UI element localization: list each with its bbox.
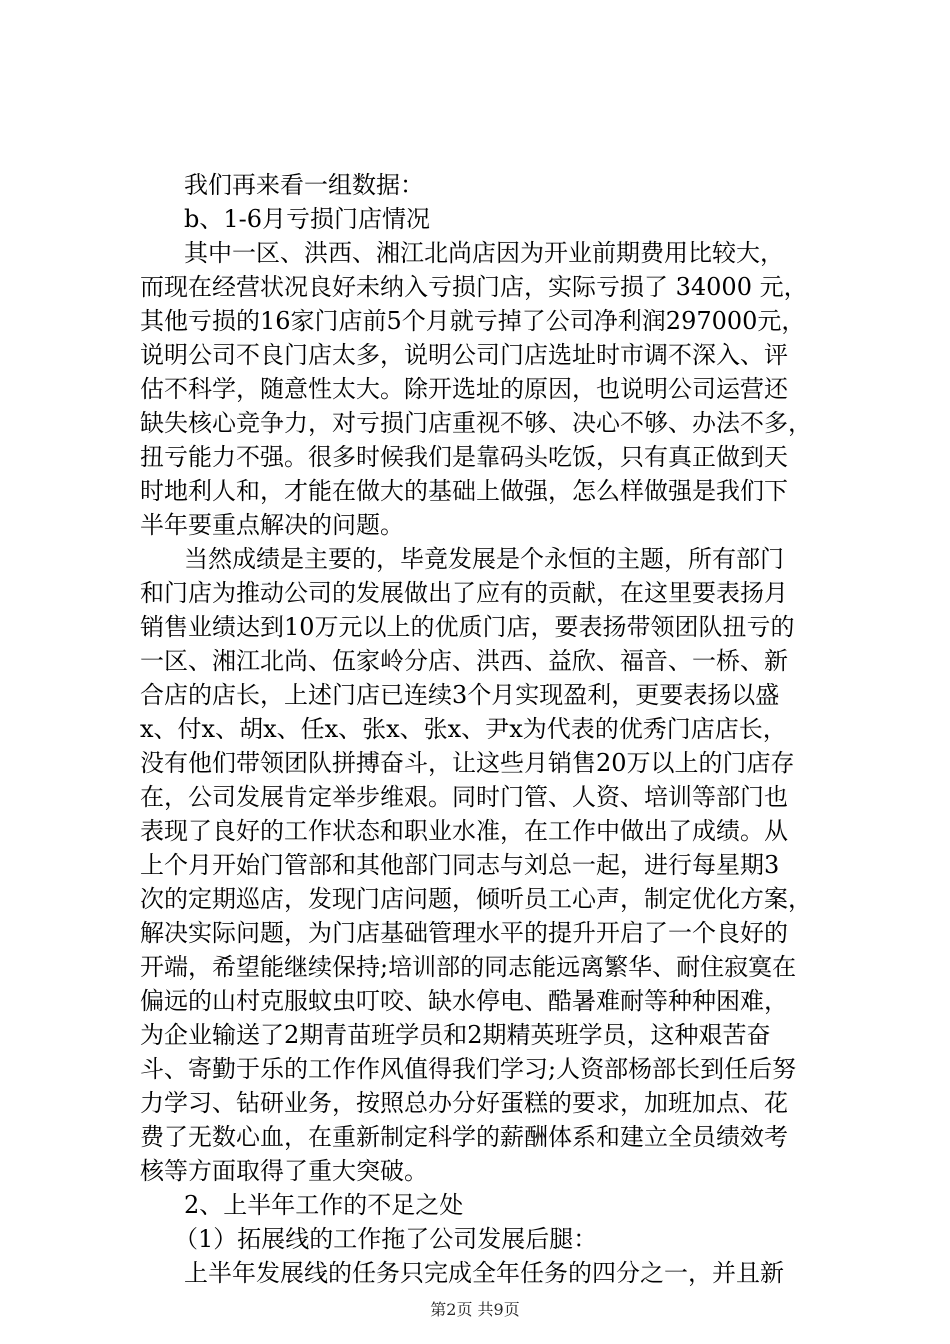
paragraph-line: 扭亏能力不强。很多时候我们是靠码头吃饭，只有真正做到天 xyxy=(140,443,788,471)
subsection-heading-1: （1）拓展线的工作拖了公司发展后腿： xyxy=(174,1225,598,1253)
paragraph-line: 为企业输送了2期青苗班学员和2期精英班学员，这种艰苦奋 xyxy=(140,1021,771,1049)
paragraph-line: 其中一区、洪西、湘江北尚店因为开业前期费用比较大， xyxy=(184,239,784,267)
paragraph-line: 而现在经营状况良好未纳入亏损门店，实际亏损了 34000 元， xyxy=(140,273,808,301)
paragraph-line: 斗、寄勤于乐的工作作风值得我们学习;人资部杨部长到任后努 xyxy=(140,1055,797,1083)
paragraph-line: 表现了良好的工作状态和职业水准，在工作中做出了成绩。从 xyxy=(140,817,788,845)
paragraph-line: 一区、湘江北尚、伍家岭分店、洪西、益欣、福音、一桥、新 xyxy=(140,647,788,675)
page-number-footer: 第2页 共9页 xyxy=(430,1300,520,1319)
paragraph-line: 偏远的山村克服蚊虫叮咬、缺水停电、酷暑难耐等种种困难， xyxy=(140,987,788,1015)
paragraph-line: 缺失核心竞争力，对亏损门店重视不够、决心不够、办法不多， xyxy=(140,409,812,437)
paragraph-line: 在，公司发展肯定举步维艰。同时门管、人资、培训等部门也 xyxy=(140,783,788,811)
paragraph-line: 说明公司不良门店太多，说明公司门店选址时市调不深入、评 xyxy=(140,341,788,369)
paragraph-line: 估不科学，随意性太大。除开选址的原因，也说明公司运营还 xyxy=(140,375,788,403)
document-body xyxy=(140,168,840,1290)
paragraph-line: 上个月开始门管部和其他部门同志与刘总一起，进行每星期3 xyxy=(140,851,780,879)
paragraph-line: x、付x、胡x、任x、张x、张x、尹x为代表的优秀门店店长， xyxy=(140,715,787,743)
paragraph-line: 上半年发展线的任务只完成全年任务的四分之一，并且新 xyxy=(184,1259,784,1287)
paragraph-line: 其他亏损的16家门店前5个月就亏掉了公司净利润297000元， xyxy=(140,307,806,335)
section-heading-2: 2、上半年工作的不足之处 xyxy=(184,1191,464,1219)
paragraph-line: 当然成绩是主要的，毕竟发展是个永恒的主题，所有部门 xyxy=(184,545,784,573)
paragraph-line: 和门店为推动公司的发展做出了应有的贡献，在这里要表扬月 xyxy=(140,579,788,607)
paragraph-line: 次的定期巡店，发现门店问题，倾听员工心声，制定优化方案， xyxy=(140,885,812,913)
paragraph-line: 销售业绩达到10万元以上的优质门店，要表扬带领团队扭亏的 xyxy=(140,613,795,641)
paragraph-line: 没有他们带领团队拼搏奋斗，让这些月销售20万以上的门店存 xyxy=(140,749,795,777)
paragraph-line: 开端，希望能继续保持;培训部的同志能远离繁华、耐住寂寞在 xyxy=(140,953,797,981)
paragraph-line: 时地利人和，才能在做大的基础上做强，怎么样做强是我们下 xyxy=(140,477,788,505)
paragraph-line: 合店的店长，上述门店已连续3个月实现盈利，更要表扬以盛 xyxy=(140,681,780,709)
section-heading-b: b、1-6月亏损门店情况 xyxy=(184,205,431,233)
paragraph-line: 半年要重点解决的问题。 xyxy=(140,511,404,539)
text-line-intro: 我们再来看一组数据： xyxy=(184,171,424,199)
paragraph-line: 解决实际问题，为门店基础管理水平的提升开启了一个良好的 xyxy=(140,919,788,947)
paragraph-line: 力学习、钻研业务，按照总办分好蛋糕的要求，加班加点、花 xyxy=(140,1089,788,1117)
paragraph-line: 核等方面取得了重大突破。 xyxy=(140,1157,428,1185)
paragraph-line: 费了无数心血，在重新制定科学的薪酬体系和建立全员绩效考 xyxy=(140,1123,788,1151)
